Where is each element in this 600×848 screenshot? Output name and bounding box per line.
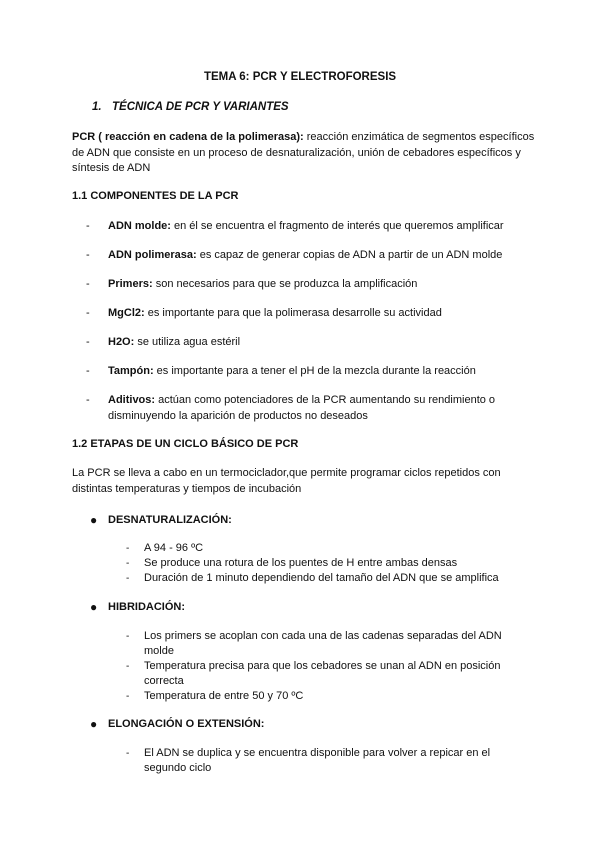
dash-marker: - (86, 249, 90, 261)
component-term: ADN molde: (108, 220, 171, 232)
stage-detail-text: Temperatura de entre 50 y 70 ºC (144, 690, 304, 702)
component-term: ADN polimerasa: (108, 249, 197, 261)
stages-intro: La PCR se lleva a cabo en un termociclador,que permite programar ciclos repetidos con distintas temperaturas y tiempos de incubación (72, 467, 501, 495)
component-term: Primers: (108, 278, 153, 290)
stage-detail-text: Duración de 1 minuto dependiendo del tamaño del ADN que se amplifica (144, 572, 499, 584)
component-term: Tampón: (108, 365, 154, 377)
dash-marker: - (126, 543, 130, 554)
component-text: actúan como potenciadores de la PCR aumentando su rendimiento o disminuyendo la aparición de productos no deseados (108, 394, 496, 422)
component-text: se utiliza agua estéril (134, 336, 241, 348)
dash-marker: - (126, 558, 130, 569)
document-title: TEMA 6: PCR Y ELECTROFORESIS (203, 71, 397, 83)
dash-marker: - (86, 220, 90, 232)
dash-marker: - (86, 336, 90, 348)
section-1-number: 1. (92, 101, 102, 113)
stage-detail-text: Los primers se acoplan con cada una de las cadenas separadas del ADN molde (144, 630, 502, 657)
dash-marker: - (126, 631, 130, 642)
dash-marker: - (126, 691, 130, 702)
component-text: es capaz de generar copias de ADN a partir de un ADN molde (196, 249, 503, 261)
bullet-marker: ● (90, 717, 98, 731)
stage-name: ELONGACIÓN O EXTENSIÓN: (108, 718, 265, 730)
stage-detail-text: Se produce una rotura de los puentes de H entre ambas densas (144, 557, 458, 569)
dash-marker: - (126, 748, 130, 759)
stage-detail-text: El ADN se duplica y se encuentra disponible para volver a repicar en el segundo ciclo (144, 747, 491, 774)
section-1-title: TÉCNICA DE PCR Y VARIANTES (112, 101, 289, 113)
section-1-heading (92, 101, 289, 113)
pcr-definition (72, 130, 542, 177)
dash-marker: - (86, 365, 90, 377)
component-text: es importante para que la polimerasa desarrolle su actividad (144, 307, 442, 319)
dash-marker: - (126, 573, 130, 584)
dash-marker: - (86, 278, 90, 290)
stage-name: HIBRIDACIÓN: (108, 601, 185, 613)
component-text: es importante para a tener el pH de la mezcla durante la reacción (153, 365, 476, 377)
bullet-marker: ● (90, 600, 98, 614)
bullet-marker: ● (90, 513, 98, 527)
components-heading: 1.1 COMPONENTES DE LA PCR (72, 190, 239, 202)
component-term: H2O: (108, 336, 135, 348)
stage-name: DESNATURALIZACIÓN: (108, 514, 232, 526)
stage-detail-text: A 94 - 96 ºC (144, 542, 204, 554)
stage-detail-text: Temperatura precisa para que los cebadores se unan al ADN en posición correcta (144, 660, 501, 687)
component-term: Aditivos: (108, 394, 156, 406)
stages-heading: 1.2 ETAPAS DE UN CICLO BÁSICO DE PCR (72, 438, 299, 450)
dash-marker: - (126, 661, 130, 672)
dash-marker: - (86, 394, 90, 406)
definition-term: PCR ( reacción en cadena de la polimerasa): (72, 131, 304, 143)
definition-text: reacción enzimática de segmentos específicos de ADN que consiste en un proceso de desnaturalización, unión de cebadores específicos y síntesis de ADN (72, 131, 535, 174)
component-text: son necesarios para que se produzca la amplificación (152, 278, 418, 290)
component-term: MgCl2: (108, 307, 145, 319)
component-text: en él se encuentra el fragmento de interés que queremos amplificar (170, 220, 504, 232)
dash-marker: - (86, 307, 90, 319)
